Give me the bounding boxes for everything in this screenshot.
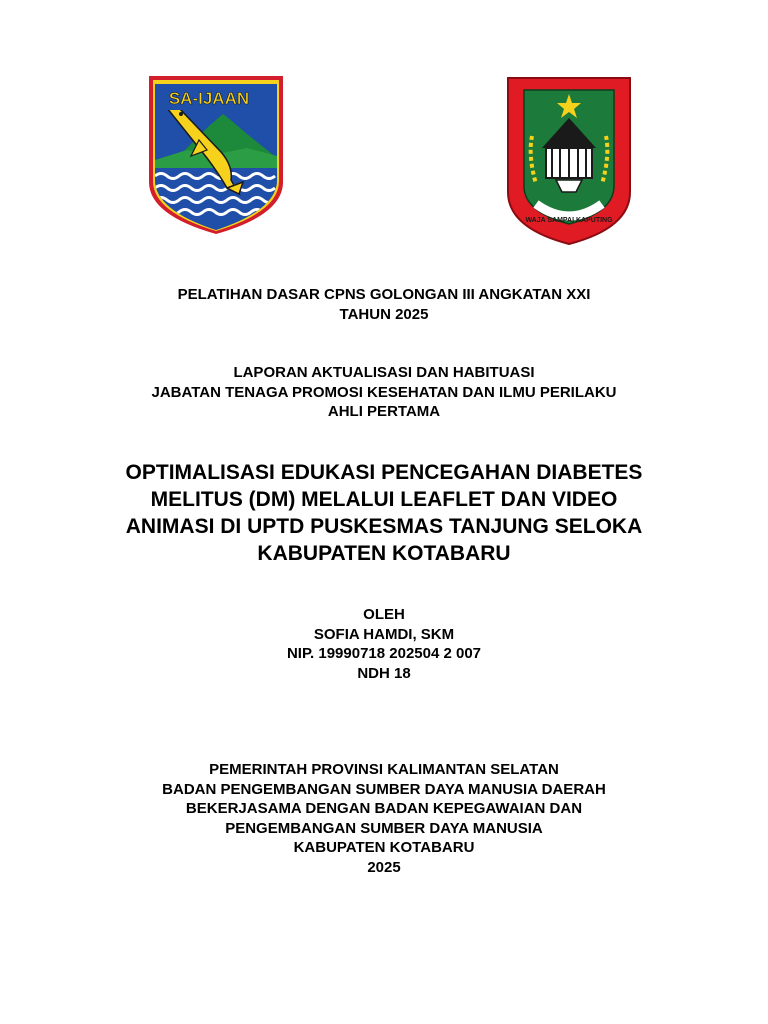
report-heading [0, 363, 768, 422]
title-line-1: OPTIMALISASI EDUKASI PENCEGAHAN DIABETES [125, 461, 643, 484]
institution-block [0, 760, 768, 877]
emblem-motto-left: SA-IJAAN [168, 89, 250, 108]
kotabaru-regency-emblem-icon [147, 70, 285, 234]
institution-line-3: BEKERJASAMA DENGAN BADAN KEPEGAWAIAN DAN [185, 800, 583, 817]
training-line-1: PELATIHAN DASAR CPNS GOLONGAN III ANGKATAN XXI [177, 286, 591, 303]
emblem-motto-right: WAJA SAMPAI KAPUTING [525, 217, 613, 224]
institution-line-5: KABUPATEN KOTABARU [293, 839, 475, 856]
report-line-3: AHLI PERTAMA [327, 403, 441, 420]
report-line-1: LAPORAN AKTUALISASI DAN HABITUASI [233, 364, 535, 381]
institution-line-1: PEMERINTAH PROVINSI KALIMANTAN SELATAN [209, 761, 559, 778]
author-by: OLEH [363, 606, 405, 623]
institution-line-2: BADAN PENGEMBANGAN SUMBER DAYA MANUSIA DAERAH [162, 780, 606, 798]
title-line-2: MELITUS (DM) MELALUI LEAFLET DAN VIDEO [150, 488, 618, 511]
author-block [0, 605, 768, 683]
title-line-3: ANIMASI DI UPTD PUSKESMAS TANJUNG SELOKA [125, 515, 643, 538]
training-line-2: TAHUN 2025 [339, 305, 429, 323]
author-name: SOFIA HAMDI, SKM [313, 625, 455, 643]
author-ndh: NDH 18 [357, 664, 411, 682]
institution-line-4: PENGEMBANGAN SUMBER DAYA MANUSIA [225, 819, 543, 837]
training-heading [0, 285, 768, 324]
author-nip: NIP. 19990718 202504 2 007 [286, 645, 482, 662]
south-kalimantan-province-emblem-icon [506, 76, 632, 246]
document-title [0, 459, 768, 567]
title-line-4: KABUPATEN KOTABARU [257, 542, 511, 565]
report-line-2: JABATAN TENAGA PROMOSI KESEHATAN DAN ILMU PERILAKU [151, 383, 617, 401]
institution-year: 2025 [367, 858, 401, 876]
